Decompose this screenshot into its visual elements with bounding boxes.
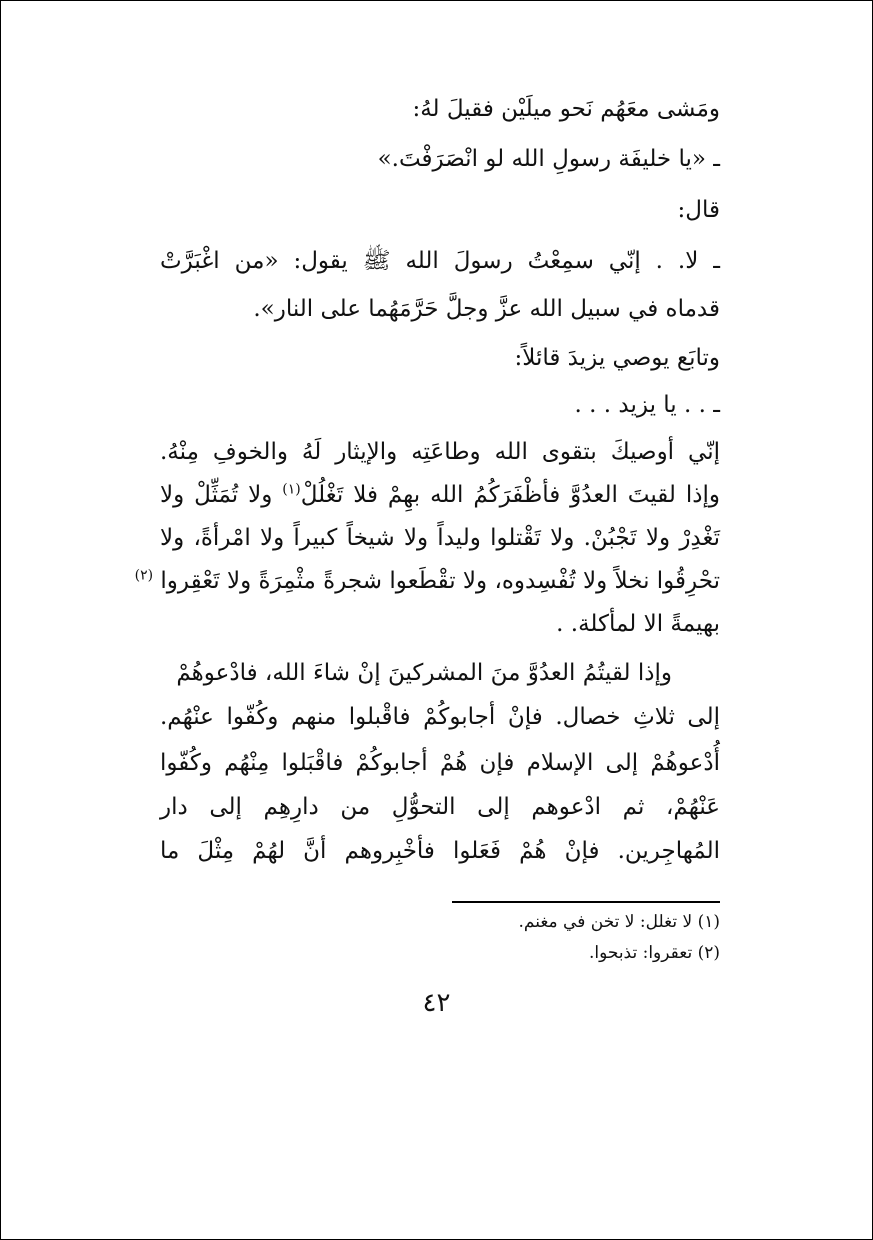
text-line-9-part-2: ولا تُمَثِّلْ ولا — [160, 482, 273, 508]
footnotes — [160, 0, 720, 980]
footnote-mark-1: (١) — [282, 481, 301, 498]
text-line-4: ـ لا. . إنّي سمِعْتُ رسولَ الله ﷺ يقول: «من اغْبَرَّتْ — [160, 248, 720, 274]
text-line-14: إلى ثلاثِ خصال. فإنْ أجابوكُمْ فاقْبلوا منهم وكُفّوا عنْهُم. — [160, 704, 720, 730]
text-line-9-part-1: وإذا لقيتَ العدُوَّ فأظْفَرَكُمُ الله بهِمْ فلا تَغْلُلْ — [300, 482, 720, 508]
text-line-11-text: تحْرِقُوا نخلاً ولا تُفْسِدوه، ولا تقْطَعوا شجرةً مثْمِرَةً ولا تَعْقِروا — [160, 568, 720, 594]
text-line-12: بهيمةً الا لمأكلة. . — [556, 611, 720, 637]
page-number: ٤٢ — [422, 988, 451, 1018]
text-line-17: المُهاجِرين. فإنْ هُمْ فَعَلوا فأخْبِروهم أنَّ لهُمْ مِثْلَ ما — [160, 838, 720, 864]
text-line-5: قدماه في سبيل الله عزَّ وجلَّ حَرَّمَهُما على النار». — [253, 296, 720, 322]
footnote-2: (٢) تعقروا: تذبحوا. — [588, 943, 720, 963]
footnote-1: (١) لا تغلل: لا تخن في مغنم. — [518, 912, 720, 932]
text-line-1: ومَشى معَهُم نَحو ميلَيْن فقيلَ لهُ: — [412, 96, 720, 122]
text-line-2: ـ «يا خليفَة رسولِ الله لو انْصَرَفْتَ.» — [377, 146, 720, 172]
text-line-6: وتابَع يوصي يزيدَ قائلاً: — [514, 345, 720, 371]
text-line-15: أُدْعوهُمْ إلى الإسلام فإن هُمْ أجابوكُمْ فاقْبَلوا مِنْهُم وكُفّوا — [160, 750, 720, 776]
text-line-16: عَنْهُمْ، ثم ادْعوهم إلى التحوُّلِ من دارِهِم إلى دار — [160, 794, 720, 820]
text-line-3: قال: — [677, 197, 720, 223]
text-line-13: وإذا لقيتُمُ العدُوَّ منَ المشركينَ إنْ شاءَ الله، فادْعوهُمْ — [176, 660, 672, 686]
text-line-8: إنّي أوصيكَ بتقوى الله وطاعَتِه والإيثار لَهُ والخوفِ مِنْهُ. — [160, 439, 720, 465]
footnote-mark-2: (٢) — [134, 567, 154, 584]
text-line-10: تَغْدِرْ ولا تَجْبُنْ. ولا تَقْتلوا وليداً ولا شيخاً كبيراً ولا امْرأةً، ولا — [160, 525, 720, 551]
text-line-7: ـ . . يا يزيد . . . — [574, 392, 720, 418]
